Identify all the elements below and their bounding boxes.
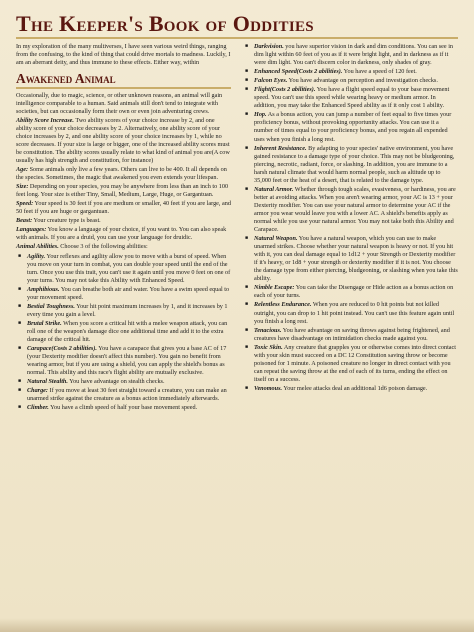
- ability-item: [254, 111, 458, 143]
- columns: [16, 43, 458, 413]
- ability-item: [254, 68, 458, 76]
- ability-text: You can breathe both air and water. You have a swim speed equal to your movement speed.: [27, 285, 230, 301]
- ability-item: [27, 303, 231, 319]
- ability-text: You have a natural weapon, which you can use to make unarmed strikes. Choose whether your natural weapon is heavy or not. If you hit with it, you can deal damage equal to 1d12 + your Strength or Dexterity modifier if it's heavy, or 1d8 + your strength or dexterity modifier if it is not. You choose the damage type from either piercing, bludgeoning, or slashing when you take this ability.: [254, 235, 458, 283]
- trait-entry: [16, 217, 231, 225]
- ability-label: Brutal Strike.: [27, 319, 62, 327]
- right-column: [243, 43, 458, 413]
- page-title: The Keeper's Book of Oddities: [16, 11, 314, 36]
- trait-label: Ability Score Increase.: [16, 116, 74, 124]
- ability-text: Whether through tough scales, evasiveness, or hardiness, you are better at avoiding attacks. When you aren't wearing armor, your AC is 13 + your Dexterity modifier. You can use your natural armor to determine your AC if the armor you wear would leave you with a lower AC. A shield's benefits apply as normal while you use your natural armor. You may not take both this Ability and Carapace.: [254, 185, 456, 234]
- ability-item: [254, 86, 458, 110]
- trait-entry: [16, 200, 231, 216]
- ability-item: [27, 345, 231, 377]
- abilities-list-right: [243, 43, 458, 393]
- trait-label: Age:: [16, 166, 29, 174]
- paragraph: Occasionally, due to magic, science, or other unknown reasons, an animal will gain intelligence comparable to a human. Said animals still don't tend to integrate with societies, but can occasionally form their own or even join adventuring crews.: [16, 91, 223, 115]
- ability-label: Amphibious.: [27, 285, 60, 293]
- trait-label: Languages:: [16, 226, 47, 234]
- ability-text: Your melee attacks deal an additional 1d6 poison damage.: [282, 384, 428, 392]
- trait-text: Two ability scores of your choice increase by 2, and one ability score of your choice decreases by 2. Alternatively, one ability score of your choice increases by 2, and one ability score of your choice increases by 1, while no score decreases. If your size is large or bigger, one of the increased ability scores must be constitution. The ability scores usually relate to what kind of animal you are(A cow usually has high strength and constitution, for instance): [16, 116, 230, 165]
- trait-entry: [16, 243, 231, 251]
- trait-text: Depending on your species, you may be anywhere from less than an inch to 100 feet long. Your size is either Tiny, Small, Medium, Large, Huge, or Gargantuan.: [16, 183, 229, 199]
- ability-text: Any creature that grapples you or otherwise comes into direct contact with your skin must succeed on a DC 12 Constitution saving throw or become poisoned for 1 minute. A poisoned creature no longer in direct contact with you can repeat the saving throw at the end of each of its turns, ending the effect on itself on a success.: [254, 343, 457, 383]
- trait-entry: [16, 117, 231, 165]
- ability-text: You have a climb speed of half your base movement speed.: [48, 404, 198, 412]
- ability-label: Agility.: [27, 252, 46, 260]
- ability-label: Venomous.: [254, 384, 283, 392]
- trait-text: You know a language of your choice, if you want to. You can also speak with animals. If you are a druid, you can use your language for druidic.: [16, 226, 227, 242]
- description-block: [16, 92, 231, 116]
- ability-label: Natural Stealth.: [27, 378, 68, 386]
- ability-item: [254, 284, 458, 300]
- ability-item: [254, 301, 458, 325]
- ability-item: [27, 378, 231, 386]
- ability-item: [254, 344, 458, 384]
- ability-item: [254, 235, 458, 283]
- trait-entry: [16, 226, 231, 242]
- title-divider: [16, 37, 458, 39]
- ability-label: Nimble Escape:: [254, 284, 295, 292]
- ability-text: You have advantage on stealth checks.: [67, 378, 165, 386]
- ability-label: Falcon Eyes.: [254, 77, 288, 85]
- trait-label: Size:: [16, 183, 29, 191]
- ability-item: [254, 385, 458, 393]
- ability-item: [27, 404, 231, 412]
- ability-label: Natural Weapon.: [254, 235, 298, 243]
- ability-label: Hop.: [254, 111, 267, 119]
- left-column: [16, 43, 231, 413]
- ability-text: As a bonus action, you can jump a number of feet equal to five times your proficiency bonus, without provoking opportunity attacks. You can use it a number of times equal to your proficiency bonus, and you regain all expended uses when you finish a long rest.: [254, 111, 452, 143]
- ability-item: [254, 145, 458, 185]
- ability-label: Natural Armor.: [254, 185, 294, 193]
- ability-label: Darkvision.: [254, 43, 284, 50]
- ability-text: You have a speed of 120 feet.: [342, 68, 417, 76]
- ability-item: [27, 286, 231, 302]
- ability-item: [254, 186, 458, 234]
- ability-item: [27, 253, 231, 285]
- trait-label: Animal Abilities.: [16, 243, 59, 251]
- ability-text: Your reflexes and agility allow you to move with a burst of speed. When you move on your turn in combat, you can double your speed until the end of the turn. Once you use this trait, you can't use it again until you move 0 feet on one of your turns. You may not take this Ability with Enhanced Speed.: [27, 252, 231, 284]
- ability-label: Carapace(Costs 2 abilities).: [27, 345, 97, 353]
- ability-label: Charge:: [27, 387, 48, 395]
- section-heading: Awakened Animal: [16, 71, 116, 87]
- ability-text: You have a carapace that gives you a base AC of 17 (your Dexterity modifier doesn't affect this number). You gain no benefit from wearing armor, but if you are using a shield, you can apply the shield's bonus as normal. This ability and this race's flight ability are mutually exclusive.: [27, 345, 227, 377]
- ability-label: Flight(Costs 2 abilities).: [254, 86, 316, 94]
- ability-item: [27, 320, 231, 344]
- ability-text: When you are reduced to 0 hit points but not killed outright, you can drop to 1 hit point instead. You can't use this feature again until you finish a long rest.: [254, 301, 455, 325]
- traits-block: [16, 117, 231, 252]
- abilities-list-left: [16, 253, 231, 413]
- ability-label: Relentless Endurance.: [254, 301, 312, 309]
- ability-item: [254, 327, 458, 343]
- trait-label: Beast:: [16, 217, 33, 225]
- ability-text: By adapting to your species' native environment, you have gained resistance to a damage type of your choice. This may not be bludgeoning, piercing, necrotic, radiant, force, or slashing. In addition, you are immune to a harsh natural climate that would harm normal people, such as altitude up to 35,000 feet or the heat of a desert, that is related to the damage type.: [254, 144, 455, 184]
- page-footer-shade: [0, 618, 474, 632]
- trait-text: Your creature type is beast.: [32, 217, 101, 225]
- ability-text: When you score a critical hit with a melee weapon attack, you can roll one of the weapon's damage dice one additional time and add it to the extra damage of the critical hit.: [27, 319, 228, 343]
- ability-text: you have superior vision in dark and dim conditions. You can see in dim light within 60 feet of you as if it were bright light, and in darkness as if it were dim light. You can't discern color in darkness, only shades of gray.: [254, 43, 454, 67]
- trait-entry: [16, 183, 231, 199]
- ability-label: Tenacious.: [254, 326, 282, 334]
- ability-label: Bestial Toughness.: [27, 302, 75, 310]
- trait-label: Speed:: [16, 200, 34, 208]
- ability-text: If you move at least 30 feet straight toward a creature, you can make an unarmed strike against the creature as a bonus action immediately afterwards.: [27, 387, 227, 403]
- trait-text: Some animals only live a few years. Others can live to be 400. It all depends on the species. Sometimes, the magic that awakened you even extends your lifespan.: [16, 166, 227, 182]
- ability-text: You have advantage on saving throws against being frightened, and creatures have disadvantage on intimidation checks made against you.: [254, 326, 450, 342]
- ability-text: Your hit point maximum increases by 1, and it increases by 1 every time you gain a level.: [27, 302, 228, 318]
- trait-entry: [16, 166, 231, 182]
- ability-text: You have a flight speed equal to your base movement speed. You can't use this speed while wearing heavy or medium armor. In addition, you may take the Enhanced Speed ability as if it only cost 1 ability.: [254, 86, 450, 110]
- ability-text: You can take the Disengage or Hide action as a bonus action on each of your turns.: [254, 284, 454, 300]
- ability-text: You have advantage on perception and investigation checks.: [287, 77, 438, 85]
- ability-item: [27, 387, 231, 403]
- trait-text: Choose 3 of the following abilities:: [58, 243, 148, 251]
- section-divider: [16, 87, 231, 89]
- ability-label: Inherent Resistance.: [254, 144, 307, 152]
- ability-item: [254, 77, 458, 85]
- ability-item: [254, 43, 458, 67]
- intro-paragraph: In my exploration of the many multiverses, I have seen various weird things, ranging from the confusing, to the kind of thing that could drive mortals to madness. Luckily, I am an aberrant deity, and thus immune to these effects. Either way, within: [16, 43, 231, 67]
- ability-label: Enhanced Speed(Costs 2 abilities).: [254, 68, 343, 76]
- ability-label: Climber.: [27, 404, 49, 412]
- trait-text: Your speed is 30 feet if you are medium or smaller, 40 feet if you are large, and 50 feet if you are huge or gargantuan.: [16, 200, 231, 216]
- ability-label: Toxic Skin.: [254, 343, 283, 351]
